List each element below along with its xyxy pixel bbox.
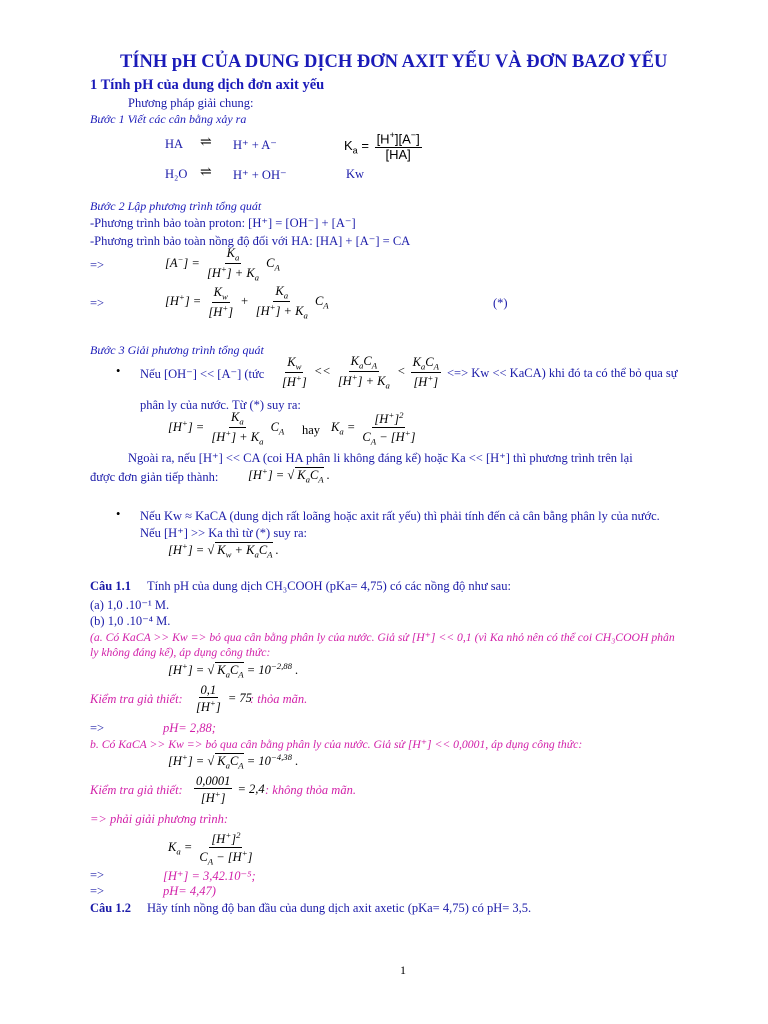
equation-b-result: [H+] = √ $K_aC_A = 10^{-4,38}$ .	[168, 752, 299, 771]
kw-label: Kw	[346, 167, 365, 181]
arrow: =>	[90, 884, 105, 898]
bullet1-text2: <=> Kw << KaCA) khi đó ta có thể bỏ qua sự	[447, 366, 678, 380]
check-ok: : thỏa mãn.	[250, 692, 308, 706]
section-heading: 1 Tính pH của dung dịch đơn axit yếu	[90, 77, 325, 93]
mass-balance: -Phương trình bảo toàn nồng độ đối với HA: [HA] + [A⁻] = CA	[90, 234, 411, 248]
question-1-2-text: Hãy tính nồng độ ban đầu của dung dịch axit axetic (pKa= 4,75) có pH= 3,5.	[147, 901, 532, 915]
arrow: =>	[90, 868, 105, 882]
option-b: (b) 1,0 .10⁻⁴ M.	[90, 614, 171, 628]
paragraph-line1: Ngoài ra, nếu [H⁺] << CA (coi HA phân li không đáng kể) hoặc Ka << [H⁺] thì phương trình trên lại	[128, 451, 633, 465]
check-equation: $\frac{0,1}{[H^+]}$ = 75	[196, 683, 252, 715]
hay-label: hay	[302, 423, 321, 437]
bullet-icon: •	[116, 364, 121, 378]
equation-sqrt: [H+] = √ $K_aC_A$ .	[248, 466, 330, 485]
eq-water-products: H⁺ + OH⁻	[233, 168, 287, 182]
solution-a-line1: (a. Có KaCA >> Kw => bỏ qua cân bằng phân ly của nước. Giả sử [H⁺] << 0,1 (vì Ka nhỏ nên có thể coi CH₃COOH phân	[90, 631, 675, 644]
equation-a-result: [H+] = √ $K_aC_A = 10^{-2,88}$ .	[168, 661, 299, 680]
step2-heading: Bước 2 Lập phương trình tổng quát	[90, 199, 262, 213]
equation-sqrt-kw: [H+] = √ $K_w + K_aC_A$ .	[168, 541, 279, 560]
h-result-b: [H⁺] = 3,42.10⁻⁵;	[163, 869, 256, 883]
equation-simplified: [H+] = $\frac{K_a}{[H^+] + K_a}$ $C_A$	[168, 410, 285, 447]
bullet1-text: Nếu [OH⁻] << [A⁻] (tức	[140, 367, 265, 381]
eq-products: H⁺ + A⁻	[233, 138, 277, 152]
must-solve: => phải giải phương trình:	[90, 812, 229, 826]
proton-balance: -Phương trình bảo toàn proton: [H⁺] = [OH⁻] + [A⁻]	[90, 216, 356, 230]
inequality: $\frac{K_w}{[H^+]}$ << $\frac{K_aC_A}{[H^+] + K_a}$ < $\frac{K_aC_A}{[H^+]}$	[282, 354, 439, 391]
check-label-b: Kiểm tra giả thiết:	[90, 783, 183, 797]
equation-a: [A−] = $\frac{K_a}{[H^+] + K_a}$ $C_A$	[165, 246, 280, 283]
check-label: Kiểm tra giả thiết:	[90, 692, 183, 706]
arrow: =>	[90, 296, 105, 310]
equilibrium-arrow-icon: ⇌	[200, 135, 212, 150]
ka-expression: $K_a$ = $\frac{[H^+][A^-]}{[HA]}$	[344, 130, 420, 163]
equation-star: (*)	[493, 296, 508, 310]
arrow: =>	[90, 258, 105, 272]
page-number: 1	[400, 963, 406, 977]
arrow: =>	[90, 721, 105, 735]
method-label: Phương pháp giải chung:	[128, 96, 254, 110]
question-1-1-text: Tính pH của dung dịch CH₃COOH (pKa= 4,75) có các nồng độ như sau:	[147, 579, 511, 593]
question-1-2: Câu 1.2	[90, 901, 131, 915]
equation-h: [H+] = $\frac{K_w}{[H^+]}$ + $\frac{K_a}{[H^+] + K_a}$ $C_A$	[165, 284, 329, 321]
step1-heading: Bước 1 Viết các cân bằng xảy ra	[90, 112, 247, 126]
step3-heading: Bước 3 Giải phương trình tổng quát	[90, 343, 264, 357]
page-title: TÍNH pH CỦA DUNG DỊCH ĐƠN AXIT YẾU VÀ ĐƠN BAZƠ YẾU	[120, 52, 668, 72]
solution-a-line2: ly không đáng kể), áp dụng công thức:	[90, 646, 271, 659]
solution-b-line1: b. Có KaCA >> Kw => bỏ qua cân bằng phân ly của nước. Giả sử [H⁺] << 0,0001, áp dụng công thức:	[90, 738, 583, 751]
bullet2-text: Nếu Kw ≈ KaCA (dung dịch rất loãng hoặc axit rất yếu) thì phải tính đến cả cân bằng phân ly của nước.	[140, 509, 660, 523]
ph-result-a: pH= 2,88;	[163, 721, 216, 735]
equation-ka-solve: $K_a$ = $\frac{[H^+]^2}{C_A - [H^+]}$	[168, 830, 253, 867]
bullet-icon: •	[116, 507, 121, 521]
equation-ka: $K_a$ = $\frac{[H^+]^2}{C_A - [H^+]}$	[331, 410, 416, 447]
check-equation-b: $\frac{0,0001}{[H^+]}$ = 2,4	[196, 774, 265, 806]
check-not-ok: : không thỏa mãn.	[265, 783, 356, 797]
ph-result-b: pH= 4,47)	[163, 884, 216, 898]
bullet2-text2: Nếu [H⁺] >> Ka thì từ (*) suy ra:	[140, 526, 308, 540]
option-a: (a) 1,0 .10⁻¹ M.	[90, 598, 170, 612]
eq-ha: HA	[165, 137, 184, 151]
paragraph-line2: được đơn giản tiếp thành:	[90, 470, 219, 484]
eq-water: H₂O	[165, 167, 188, 181]
question-1-1: Câu 1.1	[90, 579, 131, 593]
bullet1-text3: phân ly của nước. Từ (*) suy ra:	[140, 398, 301, 412]
equilibrium-arrow-icon: ⇌	[200, 165, 212, 180]
